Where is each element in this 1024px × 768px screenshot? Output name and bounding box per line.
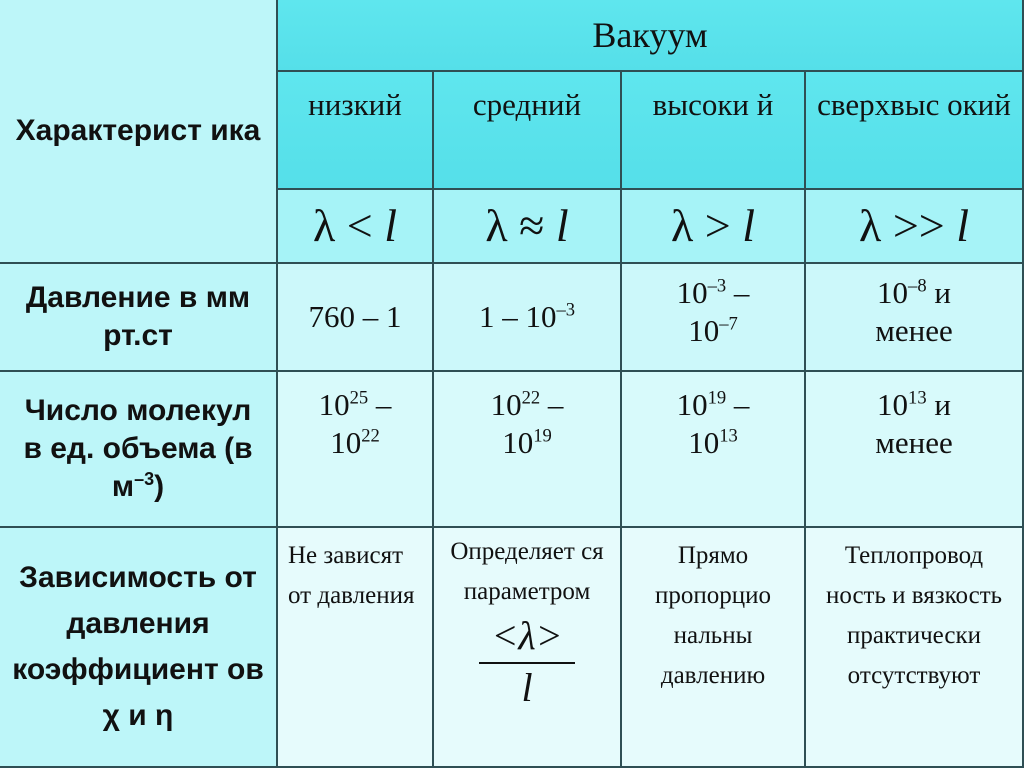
pressure-medium: $1 - 10^{-3}$ xyxy=(434,264,622,372)
row-label-pressure: Давление в мм рт.ст xyxy=(0,264,278,372)
molecules-ultrahigh: $10^{13}$ и менее xyxy=(806,372,1024,528)
dependency-medium: Определяет ся параметром $\frac{<\lambda>}{l}$ xyxy=(434,528,622,768)
column-header-high xyxy=(622,72,806,190)
pressure-ultrahigh: $10^{-8}$ и менее xyxy=(806,264,1024,372)
row-label-dependency: Зависимость от давления коэффициент ов χ и η xyxy=(0,528,278,768)
condition-ultrahigh: λ >> l xyxy=(806,190,1024,264)
column-header-ultrahigh xyxy=(806,72,1024,190)
dependency-low: Не зависят от давления xyxy=(278,528,434,768)
corner-label: Характерист ика xyxy=(15,114,261,147)
corner-header-cell xyxy=(0,0,278,264)
column-header-medium xyxy=(434,72,622,190)
dependency-high: Прямо пропорцио нальны давлению xyxy=(622,528,806,768)
molecules-high: $10^{19} - 10^{13}$ xyxy=(622,372,806,528)
dependency-ultrahigh: Теплопровод ность и вязкость практически отсутствуют xyxy=(806,528,1024,768)
column-header-low xyxy=(278,72,434,190)
condition-high: λ > l xyxy=(622,190,806,264)
column-name-high: высоки й xyxy=(652,87,774,122)
pressure-high: $10^{-3} - 10^{-7}$ xyxy=(622,264,806,372)
pressure-low: 760 – 1 xyxy=(278,264,434,372)
group-header: Вакуум xyxy=(592,15,708,55)
molecules-medium: $10^{22} - 10^{19}$ xyxy=(434,372,622,528)
column-name-medium: средний xyxy=(472,87,582,122)
condition-medium: λ ≈ l xyxy=(434,190,622,264)
row-label-molecules: Число молекул в ед. объема (в $м^{-3}$) xyxy=(0,372,278,528)
column-name-ultrahigh: сверхвыс окий xyxy=(817,87,1011,122)
group-header-cell xyxy=(278,0,1024,72)
molecules-low: $10^{25} - 10^{22}$ xyxy=(278,372,434,528)
mean-free-path-ratio: $\frac{<\lambda>}{l}$ xyxy=(479,616,575,708)
column-name-low: низкий xyxy=(308,87,402,122)
condition-low: λ < l xyxy=(278,190,434,264)
